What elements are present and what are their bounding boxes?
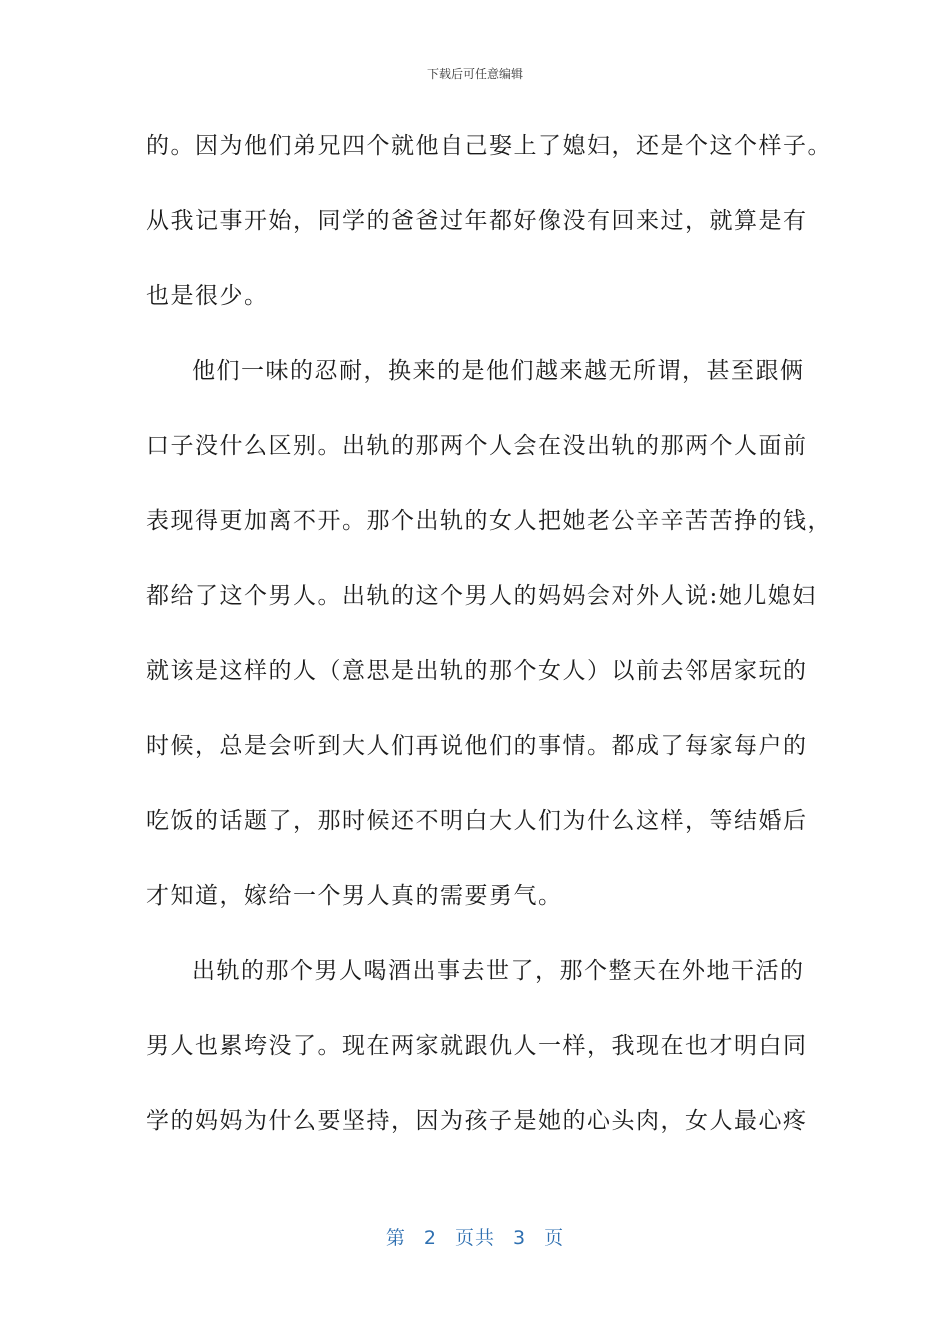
- text-line: 也是很少。: [146, 283, 269, 309]
- text-line: 都给了这个男人。出轨的这个男人的妈妈会对外人说:她儿媳妇: [146, 583, 817, 609]
- text-line: 男人也累垮没了。现在两家就跟仇人一样，我现在也才明白同: [146, 1033, 808, 1059]
- text-line: 时候，总是会听到大人们再说他们的事情。都成了每家每户的: [146, 733, 808, 759]
- current-page-number: 2: [423, 1227, 437, 1249]
- paragraph-start-line: 他们一味的忍耐，换来的是他们越来越无所谓，甚至跟俩: [192, 358, 805, 384]
- footer-prefix: 第: [385, 1227, 406, 1249]
- footer-middle: 页共: [454, 1227, 495, 1249]
- text-line: 就该是这样的人（意思是出轨的那个女人）以前去邻居家玩的: [146, 658, 808, 684]
- page-number-footer: [0, 1224, 950, 1252]
- text-line: 表现得更加离不开。那个出轨的女人把她老公辛辛苦苦挣的钱，: [146, 508, 832, 534]
- text-line: 的。因为他们弟兄四个就他自己娶上了媳妇，还是个这个样子。: [146, 133, 832, 159]
- text-line: 才知道，嫁给一个男人真的需要勇气。: [146, 883, 563, 909]
- page-header: [0, 66, 950, 82]
- header-note: 下载后可任意编辑: [426, 67, 523, 81]
- text-line: 口子没什么区别。出轨的那两个人会在没出轨的那两个人面前: [146, 433, 808, 459]
- text-line: 从我记事开始，同学的爸爸过年都好像没有回来过，就算是有: [146, 208, 808, 234]
- total-page-number: 3: [513, 1227, 527, 1249]
- text-line: 学的妈妈为什么要坚持，因为孩子是她的心头肉，女人最心疼: [146, 1108, 808, 1134]
- footer-suffix: 页: [544, 1227, 565, 1249]
- document-body: [146, 124, 832, 1174]
- paragraph-start-line: 出轨的那个男人喝酒出事去世了，那个整天在外地干活的: [192, 958, 805, 984]
- text-line: 吃饭的话题了，那时候还不明白大人们为什么这样，等结婚后: [146, 808, 808, 834]
